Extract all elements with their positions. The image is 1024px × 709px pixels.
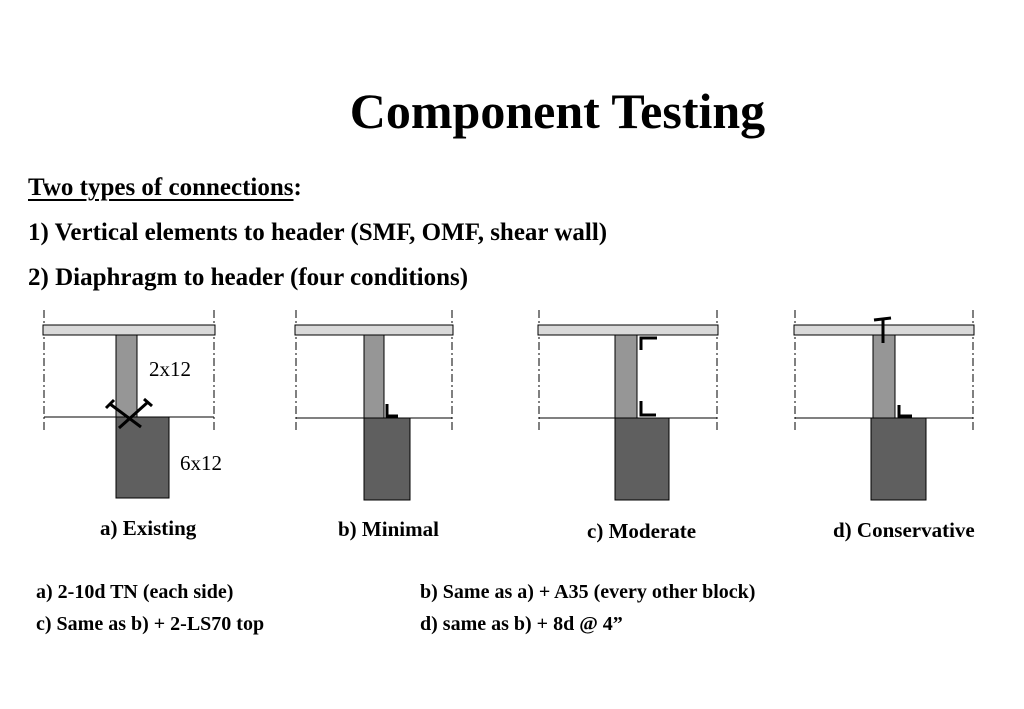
page-title: Component Testing — [349, 83, 766, 139]
deck-plate — [295, 325, 453, 335]
header-6x12 — [871, 418, 926, 500]
a35-clip — [387, 404, 398, 416]
connections-heading-text: Two types of connections — [28, 174, 294, 201]
ls70-clip-top — [641, 338, 657, 350]
caption-d-conservative: d) Conservative — [833, 518, 975, 542]
header-6x12 — [364, 418, 410, 500]
connection-type-2: 2) Diaphragm to header (four conditions) — [28, 264, 469, 291]
connection-diagrams — [0, 300, 1024, 520]
caption-a-existing: a) Existing — [100, 516, 197, 540]
note-a: a) 2-10d TN (each side) — [36, 581, 234, 603]
deck-plate — [43, 325, 215, 335]
note-d: d) same as b) + 8d @ 4” — [420, 613, 623, 635]
caption-c-moderate: c) Moderate — [587, 519, 697, 543]
diagram-d-conservative — [794, 310, 974, 500]
diagram-b-minimal — [295, 310, 453, 500]
header-6x12 — [116, 417, 169, 498]
a35-clip — [899, 405, 912, 416]
stud-2x12 — [364, 335, 384, 418]
caption-b-minimal: b) Minimal — [338, 517, 439, 541]
diagram-c-moderate — [538, 310, 718, 500]
deck-plate — [538, 325, 718, 335]
note-b: b) Same as a) + A35 (every other block) — [420, 581, 756, 603]
heading-colon: : — [293, 174, 302, 201]
stud-2x12 — [116, 335, 137, 417]
stud-2x12 — [873, 335, 895, 418]
nail-head — [874, 318, 891, 320]
note-c: c) Same as b) + 2-LS70 top — [36, 613, 265, 635]
stud-size-label: 2x12 — [149, 357, 191, 381]
header-size-label: 6x12 — [180, 451, 222, 475]
header-6x12 — [615, 418, 669, 500]
connections-heading — [28, 174, 302, 202]
stud-2x12 — [615, 335, 637, 418]
connection-type-1: 1) Vertical elements to header (SMF, OMF, shear wall) — [28, 219, 608, 246]
a35-clip — [641, 401, 656, 415]
